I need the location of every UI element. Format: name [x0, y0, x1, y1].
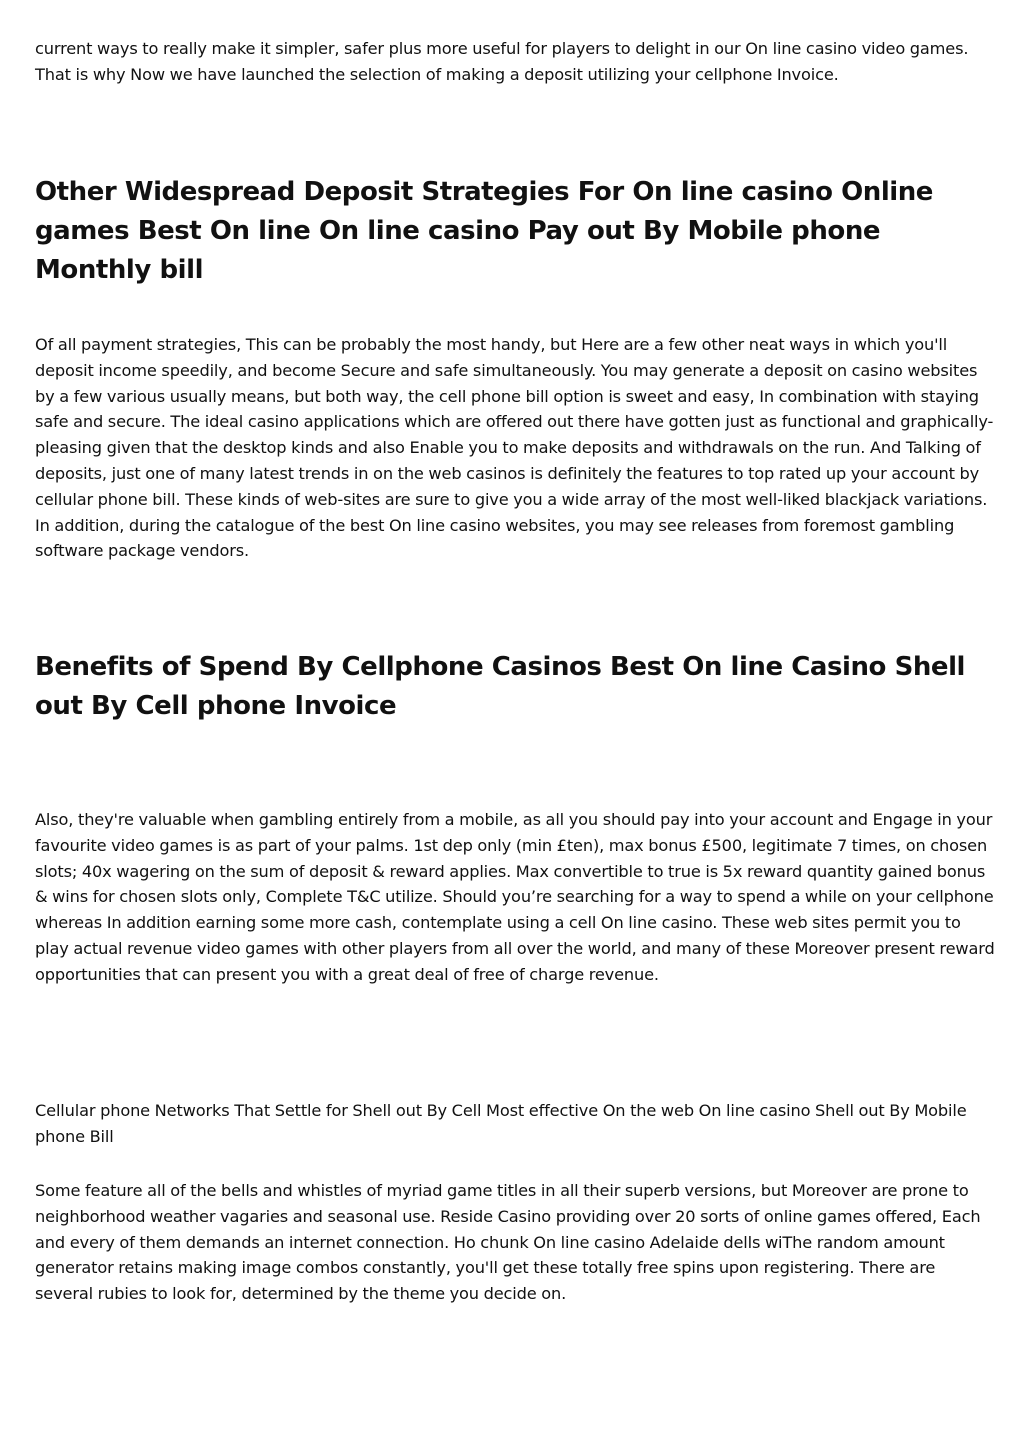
section-paragraph-payment-strategies: Of all payment strategies, This can be probably the most handy, but Here are a few other neat ways in which you'll deposit income speedily, and become Secure and safe simultaneously. You may generate a deposit on casino websites by a few various usually means, but both way, the cell phone bill option is sweet and easy, In combination with staying safe and secure. The ideal casino applications which are offered out there have gotten just as functional and graphically-pleasing given that the desktop kinds and also Enable you to make deposits and withdrawals on the run. And Talking of deposits, just one of many latest trends in on the web casinos is definitely the features to top rated up your account by cellular phone bill. These kinds of web-sites are sure to give you a wide array of the most well-liked blackjack variations. In addition, during the catalogue of the best On line casino websites, you may see releases from foremost gambling software package vendors. [35, 335, 994, 561]
section-heading-benefits: Benefits of Spend By Cellphone Casinos Best On line Casino Shell out By Cell phone Invoice [35, 652, 966, 721]
subheading-networks: Cellular phone Networks That Settle for Shell out By Cell Most effective On the web On line casino Shell out By Mobile phone Bill [35, 1101, 967, 1146]
intro-paragraph: current ways to really make it simpler, safer plus more useful for players to delight in our On line casino video games. That is why Now we have launched the selection of making a deposit utilizing your cellphone Invoice. [35, 39, 969, 84]
section-paragraph-features: Some feature all of the bells and whistles of myriad game titles in all their superb versions, but Moreover are prone to neighborhood weather vagaries and seasonal use. Reside Casino providing over 20 sorts of online games offered, Each and every of them demands an internet connection. Ho chunk On line casino Adelaide dells wiThe random amount generator retains making image combos constantly, you'll get these totally free spins upon registering. There are several rubies to look for, determined by the theme you decide on. [35, 1181, 981, 1304]
section-heading-deposit-strategies: Other Widespread Deposit Strategies For On line casino Online games Best On line On line casino Pay out By Mobile phone Monthly bill [35, 177, 933, 285]
section-paragraph-benefits: Also, they're valuable when gambling entirely from a mobile, as all you should pay into your account and Engage in your favourite video games is as part of your palms. 1st dep only (min £ten), max bonus £500, legitimate 7 times, on chosen slots; 40x wagering on the sum of deposit & reward applies. Max convertible to true is 5x reward quantity gained bonus & wins for chosen slots only, Complete T&C utilize. Should you’re searching for a way to spend a while on your cellphone whereas In addition earning some more cash, contemplate using a cell On line casino. These web sites permit you to play actual revenue video games with other players from all over the world, and many of these Moreover present reward opportunities that can present you with a great deal of free of charge revenue. [35, 810, 995, 984]
